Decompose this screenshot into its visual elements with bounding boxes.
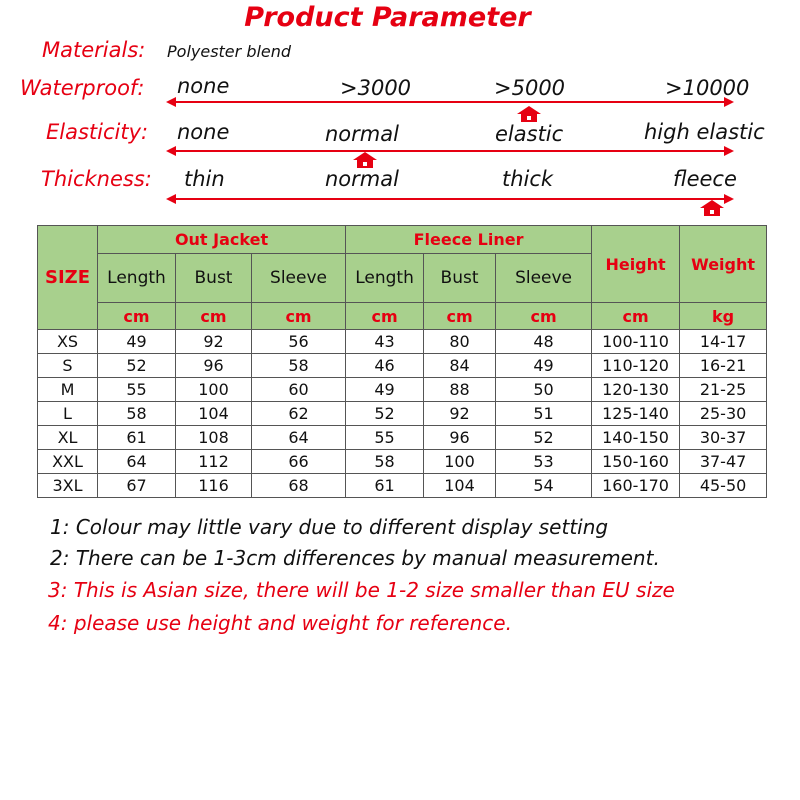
scale-line [174,101,724,103]
table-cell: 53 [496,450,592,474]
waterproof-option: >3000 [340,76,412,100]
note-3: 3: This is Asian size, there will be 1-2 size smaller than EU size [48,578,675,602]
table-cell: 80 [424,330,496,354]
table-cell: 49 [98,330,176,354]
unit-cell: cm [98,303,176,330]
table-cell: 16-21 [680,354,767,378]
table-cell: 108 [176,426,252,450]
weight-header: Weight [680,226,767,303]
column-header: Length [346,254,424,303]
elasticity-label: Elasticity: [46,120,149,144]
table-cell: 48 [496,330,592,354]
table-cell: 160-170 [592,474,680,498]
column-header: Bust [176,254,252,303]
elasticity-option: none [177,120,230,144]
table-cell: 52 [346,402,424,426]
column-header: Sleeve [252,254,346,303]
table-row [38,402,767,426]
table-row [38,378,767,402]
size-cell: S [38,354,98,378]
table-cell: 60 [252,378,346,402]
table-cell: 100 [176,378,252,402]
thickness-option: thick [502,167,554,191]
elasticity-option: normal [325,122,399,146]
unit-cell: kg [680,303,767,330]
column-header: Sleeve [496,254,592,303]
table-cell: 37-47 [680,450,767,474]
size-cell: XL [38,426,98,450]
house-arrow-icon [516,105,542,123]
column-header: Bust [424,254,496,303]
table-cell: 58 [98,402,176,426]
table-cell: 55 [98,378,176,402]
table-cell: 96 [176,354,252,378]
table-cell: 62 [252,402,346,426]
column-header: Length [98,254,176,303]
table-cell: 64 [252,426,346,450]
table-cell: 52 [98,354,176,378]
table-cell: 140-150 [592,426,680,450]
table-row [38,354,767,378]
unit-cell: cm [424,303,496,330]
thickness-option: thin [184,167,225,191]
thickness-option: normal [325,167,399,191]
table-cell: 104 [176,402,252,426]
elasticity-option: elastic [495,122,564,146]
table-row [38,426,767,450]
table-cell: 84 [424,354,496,378]
unit-cell: cm [496,303,592,330]
table-cell: 68 [252,474,346,498]
materials-value: Polyester blend [167,42,292,61]
table-cell: 96 [424,426,496,450]
table-cell: 30-37 [680,426,767,450]
unit-cell: cm [252,303,346,330]
table-cell: 14-17 [680,330,767,354]
table-cell: 104 [424,474,496,498]
scale-line [174,198,724,200]
table-cell: 58 [252,354,346,378]
size-cell: M [38,378,98,402]
table-cell: 66 [252,450,346,474]
note-1: 1: Colour may little vary due to different display setting [50,515,609,539]
table-cell: 116 [176,474,252,498]
table-cell: 61 [346,474,424,498]
table-cell: 92 [424,402,496,426]
table-cell: 120-130 [592,378,680,402]
table-cell: 54 [496,474,592,498]
unit-cell: cm [176,303,252,330]
waterproof-option: >10000 [665,76,750,100]
table-cell: 100 [424,450,496,474]
out-jacket-header: Out Jacket [98,226,346,254]
size-table [37,225,767,498]
waterproof-option: none [177,74,230,98]
table-cell: 150-160 [592,450,680,474]
arrow-right-icon [724,194,734,204]
table-cell: 56 [252,330,346,354]
table-cell: 49 [346,378,424,402]
thickness-label: Thickness: [41,167,152,191]
table-cell: 25-30 [680,402,767,426]
waterproof-option: >5000 [494,76,566,100]
table-cell: 43 [346,330,424,354]
fleece-liner-header: Fleece Liner [346,226,592,254]
waterproof-label: Waterproof: [20,76,145,100]
table-cell: 112 [176,450,252,474]
house-arrow-icon [699,199,725,217]
table-cell: 49 [496,354,592,378]
table-cell: 21-25 [680,378,767,402]
table-cell: 52 [496,426,592,450]
unit-cell: cm [346,303,424,330]
unit-cell: cm [592,303,680,330]
materials-label: Materials: [42,38,146,62]
table-cell: 88 [424,378,496,402]
table-cell: 100-110 [592,330,680,354]
thickness-option: fleece [673,167,737,191]
height-header: Height [592,226,680,303]
size-cell: XS [38,330,98,354]
note-2: 2: There can be 1-3cm differences by manual measurement. [50,546,660,570]
size-cell: XXL [38,450,98,474]
table-cell: 46 [346,354,424,378]
size-header: SIZE [38,226,98,330]
table-cell: 64 [98,450,176,474]
size-table-body [38,330,767,498]
size-cell: 3XL [38,474,98,498]
note-4: 4: please use height and weight for reference. [48,611,512,635]
table-cell: 125-140 [592,402,680,426]
table-cell: 55 [346,426,424,450]
table-cell: 110-120 [592,354,680,378]
table-cell: 58 [346,450,424,474]
size-cell: L [38,402,98,426]
page-title: Product Parameter [244,2,531,33]
table-cell: 67 [98,474,176,498]
table-cell: 50 [496,378,592,402]
scale-line [174,150,724,152]
elasticity-option: high elastic [644,120,765,144]
table-row [38,330,767,354]
arrow-right-icon [724,146,734,156]
table-cell: 51 [496,402,592,426]
table-cell: 45-50 [680,474,767,498]
table-cell: 92 [176,330,252,354]
table-row [38,450,767,474]
table-cell: 61 [98,426,176,450]
table-row [38,474,767,498]
